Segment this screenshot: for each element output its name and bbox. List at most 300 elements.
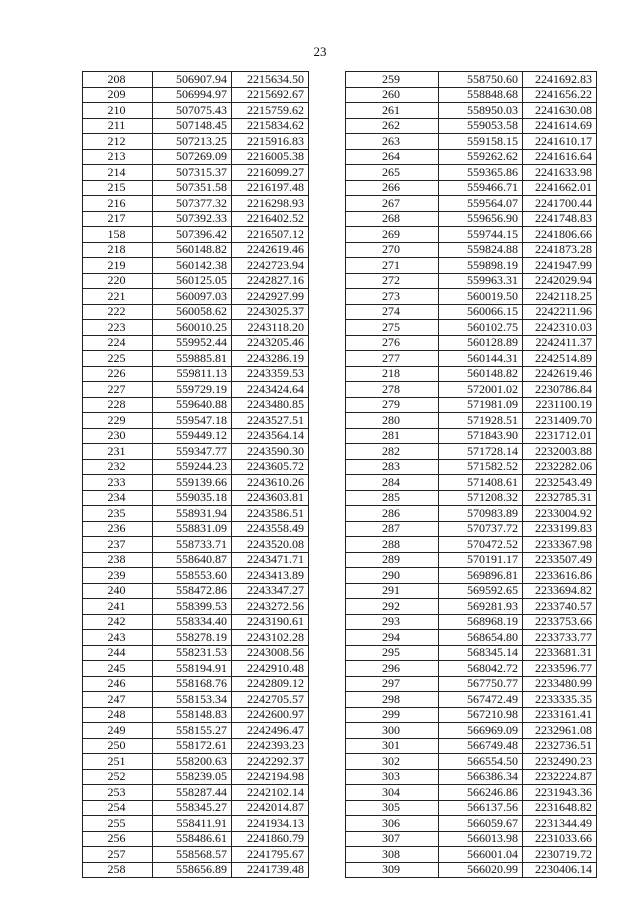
point-id-cell: 235 [83,506,153,522]
point-id-cell: 292 [346,599,439,615]
table-row [83,521,309,537]
y-coordinate-cell: 2233616.86 [523,568,597,584]
y-coordinate-cell: 2241662.01 [523,180,597,196]
y-coordinate-cell: 2231943.36 [523,785,597,801]
point-id-cell: 253 [83,785,153,801]
y-coordinate-cell: 2215692.67 [232,87,309,103]
table-row [83,289,309,305]
table-row [346,320,597,336]
point-id-cell: 305 [346,800,439,816]
table-row [346,614,597,630]
point-id-cell: 236 [83,521,153,537]
point-id-cell: 287 [346,521,439,537]
y-coordinate-cell: 2233596.77 [523,661,597,677]
point-id-cell: 242 [83,614,153,630]
point-id-cell: 306 [346,816,439,832]
point-id-cell: 278 [346,382,439,398]
table-row [346,692,597,708]
point-id-cell: 230 [83,428,153,444]
x-coordinate-cell: 558553.60 [153,568,232,584]
point-id-cell: 281 [346,428,439,444]
y-coordinate-cell: 2241700.44 [523,196,597,212]
x-coordinate-cell: 566059.67 [439,816,523,832]
x-coordinate-cell: 559347.77 [153,444,232,460]
point-id-cell: 266 [346,180,439,196]
table-row [83,444,309,460]
y-coordinate-cell: 2241795.67 [232,847,309,863]
y-coordinate-cell: 2243480.85 [232,397,309,413]
x-coordinate-cell: 571981.09 [439,397,523,413]
table-row [83,258,309,274]
table-row [83,103,309,119]
x-coordinate-cell: 558733.71 [153,537,232,553]
point-id-cell: 219 [83,258,153,274]
table-row [346,816,597,832]
point-id-cell: 247 [83,692,153,708]
y-coordinate-cell: 2243118.20 [232,320,309,336]
point-id-cell: 244 [83,645,153,661]
point-id-cell: 218 [83,242,153,258]
x-coordinate-cell: 560125.05 [153,273,232,289]
x-coordinate-cell: 559365.86 [439,165,523,181]
x-coordinate-cell: 559744.15 [439,227,523,243]
y-coordinate-cell: 2233740.57 [523,599,597,615]
table-row [83,72,309,88]
y-coordinate-cell: 2241616.64 [523,149,597,165]
point-id-cell: 286 [346,506,439,522]
y-coordinate-cell: 2242705.57 [232,692,309,708]
y-coordinate-cell: 2215634.50 [232,72,309,88]
page-number: 23 [313,44,327,59]
x-coordinate-cell: 507392.33 [153,211,232,227]
y-coordinate-cell: 2233004.92 [523,506,597,522]
y-coordinate-cell: 2233753.66 [523,614,597,630]
x-coordinate-cell: 569592.65 [439,583,523,599]
table-row [346,630,597,646]
x-coordinate-cell: 558287.44 [153,785,232,801]
point-id-cell: 299 [346,707,439,723]
x-coordinate-cell: 507351.58 [153,180,232,196]
x-coordinate-cell: 558931.94 [153,506,232,522]
table-row [83,211,309,227]
x-coordinate-cell: 559139.66 [153,475,232,491]
coordinates-table-right-body [346,72,597,878]
table-row [83,599,309,615]
table-row [83,118,309,134]
point-id-cell: 308 [346,847,439,863]
x-coordinate-cell: 558656.89 [153,862,232,878]
y-coordinate-cell: 2243471.71 [232,552,309,568]
x-coordinate-cell: 560058.62 [153,304,232,320]
y-coordinate-cell: 2242029.94 [523,273,597,289]
x-coordinate-cell: 558148.83 [153,707,232,723]
y-coordinate-cell: 2241934.13 [232,816,309,832]
point-id-cell: 260 [346,87,439,103]
x-coordinate-cell: 507315.37 [153,165,232,181]
point-id-cell: 309 [346,862,439,878]
table-row [346,537,597,553]
point-id-cell: 239 [83,568,153,584]
x-coordinate-cell: 568968.19 [439,614,523,630]
table-row [346,738,597,754]
y-coordinate-cell: 2233367.98 [523,537,597,553]
table-row [83,800,309,816]
table-row [346,599,597,615]
table-row [83,351,309,367]
y-coordinate-cell: 2215834.62 [232,118,309,134]
y-coordinate-cell: 2241630.08 [523,103,597,119]
table-row [83,242,309,258]
point-id-cell: 303 [346,769,439,785]
y-coordinate-cell: 2241739.48 [232,862,309,878]
table-row [346,335,597,351]
table-row [346,304,597,320]
y-coordinate-cell: 2243359.53 [232,366,309,382]
table-row [346,196,597,212]
point-id-cell: 275 [346,320,439,336]
y-coordinate-cell: 2242910.48 [232,661,309,677]
point-id-cell: 237 [83,537,153,553]
y-coordinate-cell: 2233694.82 [523,583,597,599]
y-coordinate-cell: 2243272.56 [232,599,309,615]
table-row [346,800,597,816]
y-coordinate-cell: 2241806.66 [523,227,597,243]
x-coordinate-cell: 571843.90 [439,428,523,444]
y-coordinate-cell: 2242827.16 [232,273,309,289]
x-coordinate-cell: 566554.50 [439,754,523,770]
y-coordinate-cell: 2242600.97 [232,707,309,723]
table-row [83,583,309,599]
table-row [83,537,309,553]
x-coordinate-cell: 558168.76 [153,676,232,692]
y-coordinate-cell: 2243286.19 [232,351,309,367]
point-id-cell: 228 [83,397,153,413]
y-coordinate-cell: 2216005.38 [232,149,309,165]
y-coordinate-cell: 2231648.82 [523,800,597,816]
y-coordinate-cell: 2231100.19 [523,397,597,413]
y-coordinate-cell: 2232785.31 [523,490,597,506]
table-row [83,552,309,568]
table-row [346,723,597,739]
point-id-cell: 277 [346,351,439,367]
y-coordinate-cell: 2230786.84 [523,382,597,398]
point-id-cell: 263 [346,134,439,150]
y-coordinate-cell: 2243008.56 [232,645,309,661]
x-coordinate-cell: 506994.97 [153,87,232,103]
x-coordinate-cell: 570983.89 [439,506,523,522]
x-coordinate-cell: 559449.12 [153,428,232,444]
x-coordinate-cell: 568345.14 [439,645,523,661]
point-id-cell: 233 [83,475,153,491]
y-coordinate-cell: 2233733.77 [523,630,597,646]
table-row [83,506,309,522]
y-coordinate-cell: 2243347.27 [232,583,309,599]
y-coordinate-cell: 2241656.22 [523,87,597,103]
table-row [83,335,309,351]
x-coordinate-cell: 558750.60 [439,72,523,88]
x-coordinate-cell: 559885.81 [153,351,232,367]
table-row [346,475,597,491]
y-coordinate-cell: 2232224.87 [523,769,597,785]
table-row [346,583,597,599]
point-id-cell: 254 [83,800,153,816]
x-coordinate-cell: 559547.18 [153,413,232,429]
y-coordinate-cell: 2231409.70 [523,413,597,429]
y-coordinate-cell: 2242118.25 [523,289,597,305]
y-coordinate-cell: 2216298.93 [232,196,309,212]
table-row [346,568,597,584]
y-coordinate-cell: 2243605.72 [232,459,309,475]
table-row [83,723,309,739]
table-row [83,475,309,491]
x-coordinate-cell: 559640.88 [153,397,232,413]
x-coordinate-cell: 558155.27 [153,723,232,739]
y-coordinate-cell: 2233161.41 [523,707,597,723]
x-coordinate-cell: 559035.18 [153,490,232,506]
table-row [346,242,597,258]
x-coordinate-cell: 507148.45 [153,118,232,134]
point-id-cell: 301 [346,738,439,754]
table-row [83,738,309,754]
point-id-cell: 220 [83,273,153,289]
y-coordinate-cell: 2242723.94 [232,258,309,274]
x-coordinate-cell: 566749.48 [439,738,523,754]
y-coordinate-cell: 2242014.87 [232,800,309,816]
point-id-cell: 264 [346,149,439,165]
point-id-cell: 256 [83,831,153,847]
point-id-cell: 215 [83,180,153,196]
point-id-cell: 232 [83,459,153,475]
point-id-cell: 243 [83,630,153,646]
table-row [346,382,597,398]
table-row [346,87,597,103]
y-coordinate-cell: 2243520.08 [232,537,309,553]
point-id-cell: 226 [83,366,153,382]
x-coordinate-cell: 567750.77 [439,676,523,692]
x-coordinate-cell: 558399.53 [153,599,232,615]
x-coordinate-cell: 558231.53 [153,645,232,661]
point-id-cell: 304 [346,785,439,801]
x-coordinate-cell: 569281.93 [439,599,523,615]
table-row [83,630,309,646]
y-coordinate-cell: 2242393.23 [232,738,309,754]
y-coordinate-cell: 2241610.17 [523,134,597,150]
x-coordinate-cell: 560066.15 [439,304,523,320]
point-id-cell: 225 [83,351,153,367]
table-row [346,134,597,150]
point-id-cell: 307 [346,831,439,847]
point-id-cell: 273 [346,289,439,305]
point-id-cell: 255 [83,816,153,832]
y-coordinate-cell: 2242496.47 [232,723,309,739]
point-id-cell: 211 [83,118,153,134]
x-coordinate-cell: 566246.86 [439,785,523,801]
y-coordinate-cell: 2233335.35 [523,692,597,708]
point-id-cell: 224 [83,335,153,351]
x-coordinate-cell: 568654.80 [439,630,523,646]
x-coordinate-cell: 559656.90 [439,211,523,227]
table-row [346,645,597,661]
x-coordinate-cell: 559158.15 [439,134,523,150]
table-row [83,676,309,692]
y-coordinate-cell: 2231033.66 [523,831,597,847]
point-id-cell: 218 [346,366,439,382]
point-id-cell: 249 [83,723,153,739]
point-id-cell: 250 [83,738,153,754]
x-coordinate-cell: 560148.82 [439,366,523,382]
y-coordinate-cell: 2242619.46 [523,366,597,382]
coordinates-table-right [345,71,597,878]
y-coordinate-cell: 2243190.61 [232,614,309,630]
x-coordinate-cell: 559466.71 [439,180,523,196]
y-coordinate-cell: 2242194.98 [232,769,309,785]
table-row [346,444,597,460]
table-row [346,676,597,692]
point-id-cell: 216 [83,196,153,212]
x-coordinate-cell: 558345.27 [153,800,232,816]
x-coordinate-cell: 559952.44 [153,335,232,351]
point-id-cell: 210 [83,103,153,119]
table-row [346,413,597,429]
table-row [83,862,309,878]
x-coordinate-cell: 559564.07 [439,196,523,212]
point-id-cell: 270 [346,242,439,258]
x-coordinate-cell: 567472.49 [439,692,523,708]
y-coordinate-cell: 2233199.83 [523,521,597,537]
x-coordinate-cell: 558848.68 [439,87,523,103]
table-row [83,459,309,475]
x-coordinate-cell: 558239.05 [153,769,232,785]
y-coordinate-cell: 2216507.12 [232,227,309,243]
y-coordinate-cell: 2243102.28 [232,630,309,646]
point-id-cell: 291 [346,583,439,599]
x-coordinate-cell: 572001.02 [439,382,523,398]
point-id-cell: 302 [346,754,439,770]
table-row [346,661,597,677]
table-row [346,707,597,723]
table-row [346,552,597,568]
x-coordinate-cell: 560128.89 [439,335,523,351]
point-id-cell: 268 [346,211,439,227]
y-coordinate-cell: 2232282.06 [523,459,597,475]
point-id-cell: 248 [83,707,153,723]
point-id-cell: 298 [346,692,439,708]
point-id-cell: 214 [83,165,153,181]
y-coordinate-cell: 2233507.49 [523,552,597,568]
point-id-cell: 289 [346,552,439,568]
point-id-cell: 262 [346,118,439,134]
table-row [346,227,597,243]
point-id-cell: 221 [83,289,153,305]
table-row [346,754,597,770]
table-row [346,273,597,289]
table-row [83,614,309,630]
y-coordinate-cell: 2243590.30 [232,444,309,460]
y-coordinate-cell: 2242411.37 [523,335,597,351]
table-row [346,180,597,196]
x-coordinate-cell: 571408.61 [439,475,523,491]
x-coordinate-cell: 559898.19 [439,258,523,274]
x-coordinate-cell: 571582.52 [439,459,523,475]
table-row [83,754,309,770]
table-row [83,785,309,801]
y-coordinate-cell: 2232961.08 [523,723,597,739]
x-coordinate-cell: 507213.25 [153,134,232,150]
table-row [346,862,597,878]
point-id-cell: 285 [346,490,439,506]
y-coordinate-cell: 2215759.62 [232,103,309,119]
table-row [83,382,309,398]
table-row [346,351,597,367]
table-row [83,320,309,336]
y-coordinate-cell: 2243558.49 [232,521,309,537]
y-coordinate-cell: 2242809.12 [232,676,309,692]
x-coordinate-cell: 560142.38 [153,258,232,274]
y-coordinate-cell: 2243564.14 [232,428,309,444]
table-row [346,258,597,274]
x-coordinate-cell: 560097.03 [153,289,232,305]
point-id-cell: 241 [83,599,153,615]
x-coordinate-cell: 558486.61 [153,831,232,847]
x-coordinate-cell: 568042.72 [439,661,523,677]
point-id-cell: 259 [346,72,439,88]
x-coordinate-cell: 558472.86 [153,583,232,599]
y-coordinate-cell: 2242619.46 [232,242,309,258]
table-row [346,165,597,181]
x-coordinate-cell: 559963.31 [439,273,523,289]
y-coordinate-cell: 2243586.51 [232,506,309,522]
x-coordinate-cell: 569896.81 [439,568,523,584]
x-coordinate-cell: 558334.40 [153,614,232,630]
x-coordinate-cell: 507377.32 [153,196,232,212]
point-id-cell: 212 [83,134,153,150]
table-row [83,428,309,444]
point-id-cell: 240 [83,583,153,599]
x-coordinate-cell: 571208.32 [439,490,523,506]
table-row [83,134,309,150]
point-id-cell: 297 [346,676,439,692]
point-id-cell: 272 [346,273,439,289]
table-row [83,87,309,103]
y-coordinate-cell: 2242310.03 [523,320,597,336]
x-coordinate-cell: 559262.62 [439,149,523,165]
y-coordinate-cell: 2243527.51 [232,413,309,429]
table-row [346,785,597,801]
x-coordinate-cell: 560102.75 [439,320,523,336]
y-coordinate-cell: 2231712.01 [523,428,597,444]
table-row [83,304,309,320]
point-id-cell: 209 [83,87,153,103]
x-coordinate-cell: 560019.50 [439,289,523,305]
x-coordinate-cell: 571928.51 [439,413,523,429]
table-row [83,769,309,785]
x-coordinate-cell: 559824.88 [439,242,523,258]
point-id-cell: 229 [83,413,153,429]
point-id-cell: 269 [346,227,439,243]
y-coordinate-cell: 2233681.31 [523,645,597,661]
x-coordinate-cell: 559729.19 [153,382,232,398]
x-coordinate-cell: 566001.04 [439,847,523,863]
y-coordinate-cell: 2215916.83 [232,134,309,150]
table-row [83,692,309,708]
point-id-cell: 222 [83,304,153,320]
x-coordinate-cell: 566386.34 [439,769,523,785]
y-coordinate-cell: 2242927.99 [232,289,309,305]
y-coordinate-cell: 2243025.37 [232,304,309,320]
table-row [346,103,597,119]
point-id-cell: 258 [83,862,153,878]
table-row [83,273,309,289]
